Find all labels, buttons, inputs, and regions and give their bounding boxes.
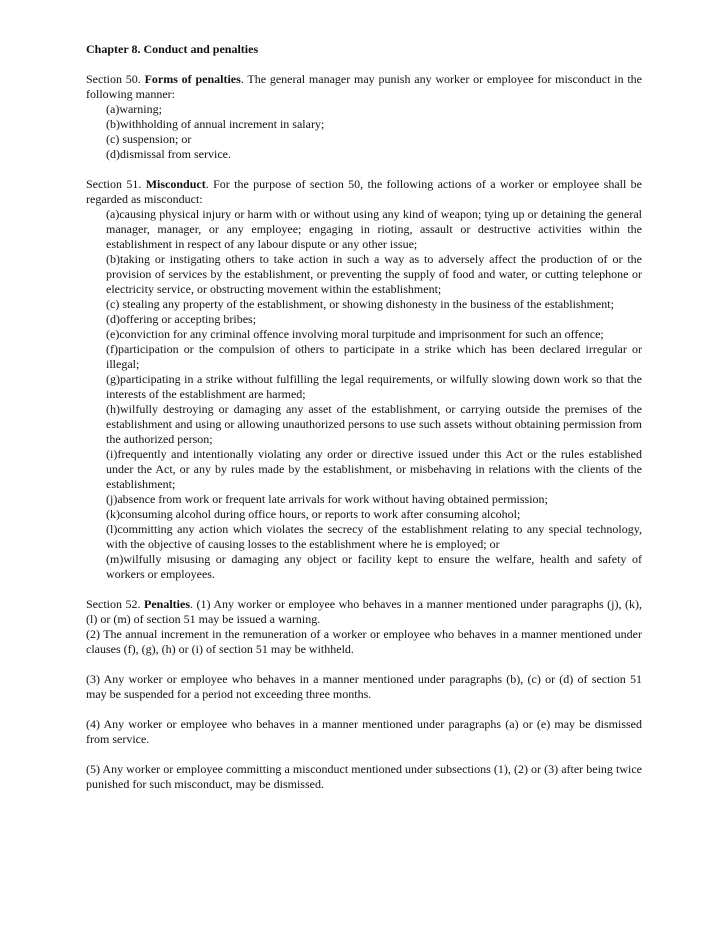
spacer — [86, 747, 642, 762]
list-item: (h)wilfully destroying or damaging any asset of the establishment, or carrying outside the premises of the establishment and using or allowing unauthorized persons to use such assets without obtaining permission from the authorized person; — [106, 402, 642, 446]
list-item: (g)participating in a strike without fulfilling the legal requirements, or wilfully slowing down work so that the interests of the establishment are harmed; — [106, 372, 642, 401]
section-52-subsection-5: (5) Any worker or employee committing a misconduct mentioned under subsections (1), (2) or (3) after being twice punished for such misconduct, may be dismissed. — [86, 762, 642, 791]
section-52-heading: Penalties — [144, 597, 190, 611]
spacer — [86, 702, 642, 717]
section-52 — [86, 597, 642, 792]
section-51-list — [86, 207, 642, 582]
section-50-intro — [86, 72, 642, 102]
section-50-heading: Forms of penalties — [144, 72, 241, 86]
list-item: (d)dismissal from service. — [106, 147, 231, 161]
section-51 — [86, 177, 642, 582]
list-item: (c) suspension; or — [106, 132, 192, 146]
list-item: (b)withholding of annual increment in salary; — [106, 117, 325, 131]
list-item: (m)wilfully misusing or damaging any object or facility kept to ensure the welfare, health and safety of workers or employees. — [106, 552, 642, 581]
chapter-title: Chapter 8. Conduct and penalties — [86, 42, 259, 56]
section-50-list — [86, 102, 642, 162]
list-item: (l)committing any action which violates the secrecy of the establishment relating to any special technology, with the objective of causing losses to the establishment where he is employed; or — [106, 522, 642, 551]
list-item: (f)participation or the compulsion of others to participate in a strike which has been declared irregular or illegal; — [106, 342, 642, 371]
list-item: (c) stealing any property of the establishment, or showing dishonesty in the business of the establishment; — [106, 297, 614, 311]
list-item: (j)absence from work or frequent late arrivals for work without having obtained permission; — [106, 492, 548, 506]
section-52-subsection-2: (2) The annual increment in the remuneration of a worker or employee who behaves in a manner mentioned under clauses (f), (g), (h) or (i) of section 51 may be withheld. — [86, 627, 642, 656]
spacer — [86, 657, 642, 672]
list-item: (d)offering or accepting bribes; — [106, 312, 257, 326]
list-item: (a)causing physical injury or harm with or without using any kind of weapon; tying up or detaining the general manager, manager, or any employee; engaging in rioting, assault or destructive activities within the establishment in respect of any labour dispute or any other issue; — [106, 207, 642, 251]
section-51-text: . For the purpose of section 50, the following actions of a worker or employee shall be regarded as misconduct: — [86, 177, 643, 206]
list-item: (k)consuming alcohol during office hours, or reports to work after consuming alcohol; — [106, 507, 521, 521]
section-51-intro — [86, 177, 642, 207]
section-52-label: Section 52. — [86, 597, 141, 611]
list-item: (a)warning; — [106, 102, 162, 116]
list-item: (i)frequently and intentionally violating any order or directive issued under this Act or the rules established under the Act, or any by rules made by the establishment, or misbehaving in relations with the clients of the establishment; — [106, 447, 642, 491]
section-51-heading: Misconduct — [145, 177, 206, 191]
section-52-intro — [86, 597, 642, 627]
section-52-subsection-4: (4) Any worker or employee who behaves in a manner mentioned under paragraphs (a) or (e) may be dismissed from service. — [86, 717, 642, 746]
section-51-label: Section 51. — [86, 177, 142, 191]
section-50-text: . The general manager may punish any worker or employee for misconduct in the following manner: — [86, 72, 643, 101]
section-52-subsection-3: (3) Any worker or employee who behaves in a manner mentioned under paragraphs (b), (c) or (d) of section 51 may be suspended for a period not exceeding three months. — [86, 672, 642, 701]
list-item: (b)taking or instigating others to take action in such a way as to adversely affect the production of or the provision of services by the establishment, or preventing the supply of food and water, or cutting telephone or electricity service, or obstructing movement within the establishment; — [106, 252, 642, 296]
section-50-label: Section 50. — [86, 72, 141, 86]
section-52-text: . (1) Any worker or employee who behaves in a manner mentioned under paragraphs (j), (k), (l) or (m) of section 51 may be issued a warning. — [86, 597, 643, 626]
list-item: (e)conviction for any criminal offence involving moral turpitude and imprisonment for such an offence; — [106, 327, 604, 341]
section-50 — [86, 72, 642, 162]
